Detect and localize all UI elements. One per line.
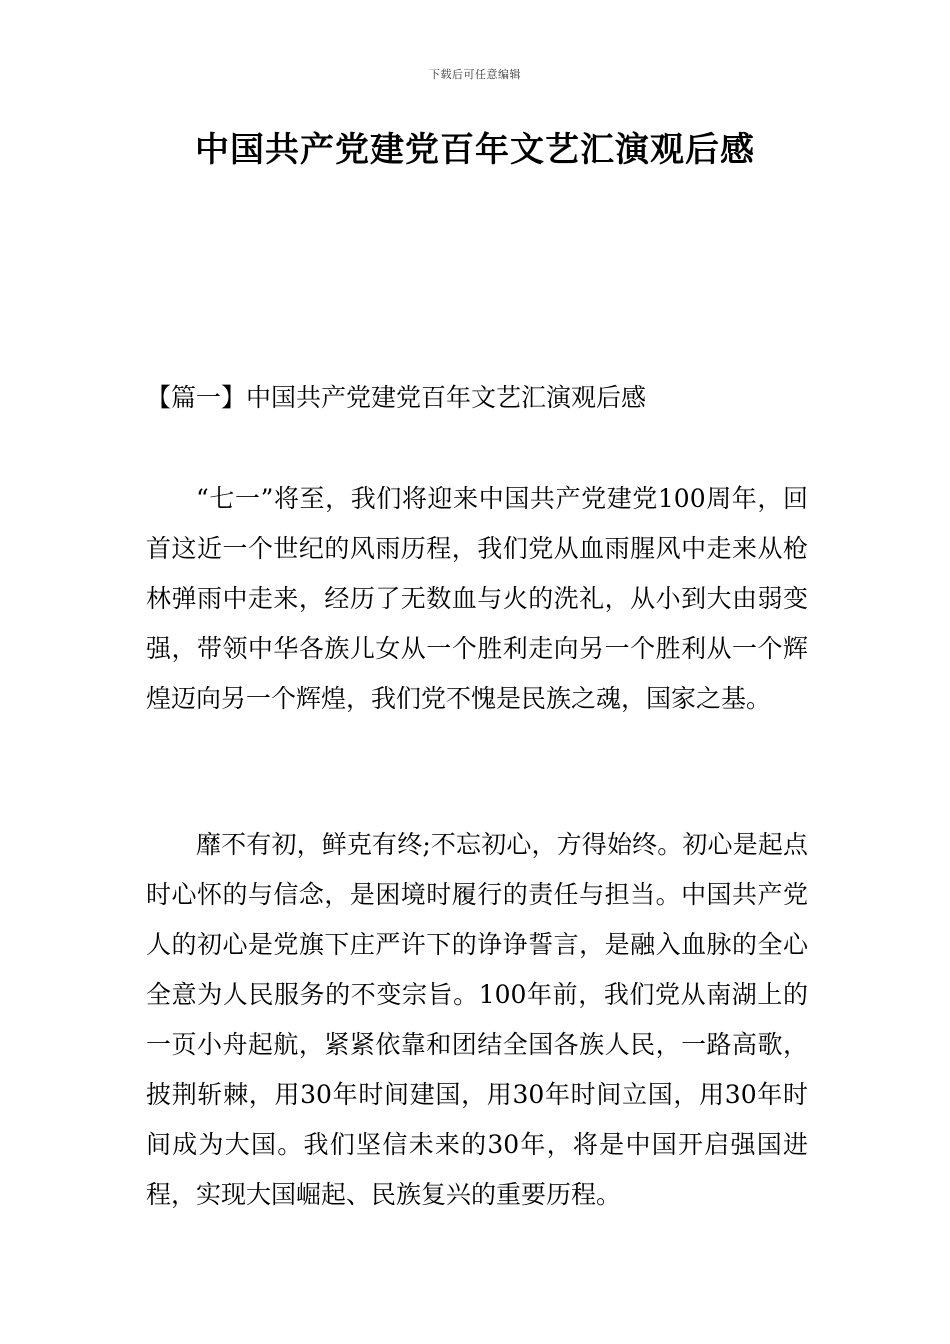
header-note: 下载后可任意编辑 (429, 68, 521, 81)
paragraph-1: “七一”将至，我们将迎来中国共产党建党100周年，回首这近一个世纪的风雨历程，我们党从血雨腥风中走来从枪林弹雨中走来，经历了无数血与火的洗礼，从小到大由弱变强，带领中华各族儿女从一个胜利走向另一个胜利从一个辉煌迈向另一个辉煌，我们党不愧是民族之魂，国家之基。 (146, 484, 808, 713)
paragraph-2: 靡不有初，鲜克有终;不忘初心，方得始终。初心是起点时心怀的与信念，是困境时履行的责任与担当。中国共产党人的初心是党旗下庄严许下的诤诤誓言，是融入血脉的全心全意为人民服务的不变宗旨。100年前，我们党从南湖上的一页小舟起航，紧紧依靠和团结全国各族人民，一路高歌，披荆斩棘，用30年时间建国，用30年时间立国，用30年时间成为大国。我们坚信未来的30年，将是中国开启强国进程，实现大国崛起、民族复兴的重要历程。 (146, 830, 808, 1209)
document-title: 中国共产党建党百年文艺汇演观后感 (195, 130, 755, 170)
section-heading: 【篇一】中国共产党建党百年文艺汇演观后感 (146, 383, 647, 412)
